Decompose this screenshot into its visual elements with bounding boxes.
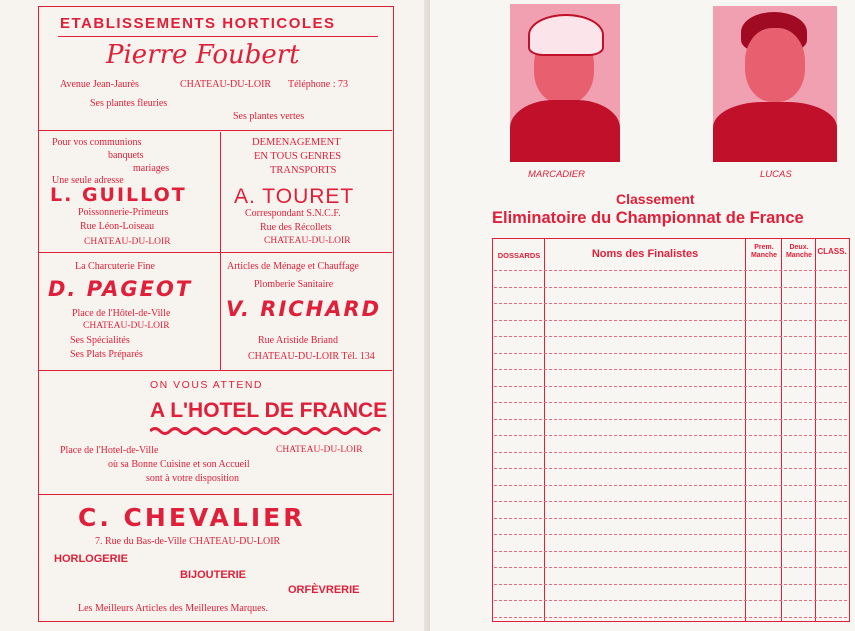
classement-title: Classement <box>616 191 695 207</box>
table-row <box>494 303 847 304</box>
richard-street: Rue Aristide Briand <box>258 335 338 346</box>
column-divider <box>815 238 816 622</box>
divider-vertical <box>220 132 221 370</box>
col-class: CLASS. <box>817 247 847 256</box>
guillot-city: CHATEAU-DU-LOIR <box>84 237 171 247</box>
results-table <box>492 238 850 622</box>
chevalier-footer: Les Meilleurs Articles des Meilleures Marques. <box>78 603 268 614</box>
foubert-tag2: Ses plantes vertes <box>233 111 305 122</box>
table-row <box>494 369 847 370</box>
hotel-top: ON VOUS ATTEND <box>150 379 263 391</box>
col-prem-manche: Prem. Manche <box>750 244 778 259</box>
touret-street: Rue des Récollets <box>260 222 332 233</box>
table-row <box>494 287 847 288</box>
touret-city: CHATEAU-DU-LOIR <box>264 236 351 246</box>
pageot-spec1: Ses Spécialités <box>70 335 130 346</box>
column-divider <box>544 238 545 622</box>
foubert-avenue: Avenue Jean-Jaurès <box>60 79 139 90</box>
guillot-line2: banquets <box>108 150 144 161</box>
foubert-name: Pierre Foubert <box>106 40 300 70</box>
table-row <box>494 353 847 354</box>
chevalier-address: 7. Rue du Bas-de-Ville CHATEAU-DU-LOIR <box>95 536 281 547</box>
rider-name-lucas: LUCAS <box>760 169 792 180</box>
header-horticoles: ETABLISSEMENTS HORTICOLES <box>60 15 336 32</box>
table-row <box>494 435 847 436</box>
hotel-city: CHATEAU-DU-LOIR <box>276 445 363 455</box>
table-row <box>494 551 847 552</box>
table-row <box>494 501 847 502</box>
rider-name-marcadier: MARCADIER <box>528 169 586 180</box>
touret-line1: DEMENAGEMENT <box>252 137 341 148</box>
richard-city: CHATEAU-DU-LOIR Tél. 134 <box>248 351 375 362</box>
col-dossards: DOSSARDS <box>497 251 541 260</box>
table-row <box>494 617 847 618</box>
right-page <box>430 0 855 631</box>
touret-line3: TRANSPORTS <box>270 165 337 176</box>
wavy-underline <box>150 426 382 436</box>
column-divider <box>781 238 782 622</box>
table-row <box>494 600 847 601</box>
hotel-street: Place de l'Hotel-de-Ville <box>60 445 159 456</box>
richard-line1: Articles de Ménage et Chauffage <box>227 261 359 272</box>
foubert-city: CHATEAU-DU-LOIR <box>180 79 272 90</box>
table-row <box>494 419 847 420</box>
divider <box>38 494 392 495</box>
chevalier-orfevrerie: ORFÈVRERIE <box>288 584 360 596</box>
hotel-line2: sont à votre disposition <box>146 473 240 484</box>
divider <box>38 130 392 131</box>
rider-photo-lucas <box>713 6 837 162</box>
pageot-street: Place de l'Hôtel-de-Ville <box>72 308 171 319</box>
chevalier-name: C. CHEVALIER <box>78 503 306 532</box>
table-row <box>494 485 847 486</box>
col-deux-manche: Deux. Manche <box>785 244 813 259</box>
touret-name: A. TOURET <box>234 185 355 208</box>
hotel-name: A L'HOTEL DE FRANCE <box>150 399 388 422</box>
touret-line2: EN TOUS GENRES <box>254 151 342 162</box>
richard-line2: Plomberie Sanitaire <box>254 279 334 290</box>
col-noms: Noms des Finalistes <box>591 248 699 260</box>
table-row <box>494 468 847 469</box>
foubert-phone: Téléphone : 73 <box>288 79 348 90</box>
table-row <box>494 270 847 271</box>
richard-name: V. RICHARD <box>226 297 382 321</box>
table-row <box>494 320 847 321</box>
table-row <box>494 584 847 585</box>
chevalier-bijouterie: BIJOUTERIE <box>180 569 247 581</box>
table-row <box>494 386 847 387</box>
guillot-trade: Poissonnerie-Primeurs <box>78 207 169 218</box>
divider <box>38 370 392 371</box>
pageot-city: CHATEAU-DU-LOIR <box>83 321 170 331</box>
table-row <box>494 402 847 403</box>
pageot-name: D. PAGEOT <box>48 277 193 301</box>
hotel-line1: où sa Bonne Cuisine et son Accueil <box>108 459 250 470</box>
table-row <box>494 567 847 568</box>
classement-subtitle: Eliminatoire du Championnat de France <box>492 209 804 227</box>
table-row <box>494 518 847 519</box>
divider <box>38 252 392 253</box>
pageot-line1: La Charcuterie Fine <box>75 261 155 272</box>
guillot-line3: mariages <box>133 163 170 174</box>
guillot-street: Rue Léon-Loiseau <box>80 221 155 232</box>
touret-trade: Correspondant S.N.C.F. <box>245 208 341 219</box>
rider-photo-marcadier <box>510 4 620 162</box>
guillot-line1: Pour vos communions <box>52 137 142 148</box>
pageot-spec2: Ses Plats Préparés <box>70 349 143 360</box>
foubert-tag1: Ses plantes fleuries <box>90 98 168 109</box>
column-divider <box>745 238 746 622</box>
divider <box>58 36 378 37</box>
guillot-name: L. GUILLOT <box>50 184 187 206</box>
table-row <box>494 336 847 337</box>
table-row <box>494 534 847 535</box>
chevalier-horlogerie: HORLOGERIE <box>54 553 128 565</box>
guillot-line4: Une seule adresse <box>52 175 124 186</box>
table-row <box>494 452 847 453</box>
